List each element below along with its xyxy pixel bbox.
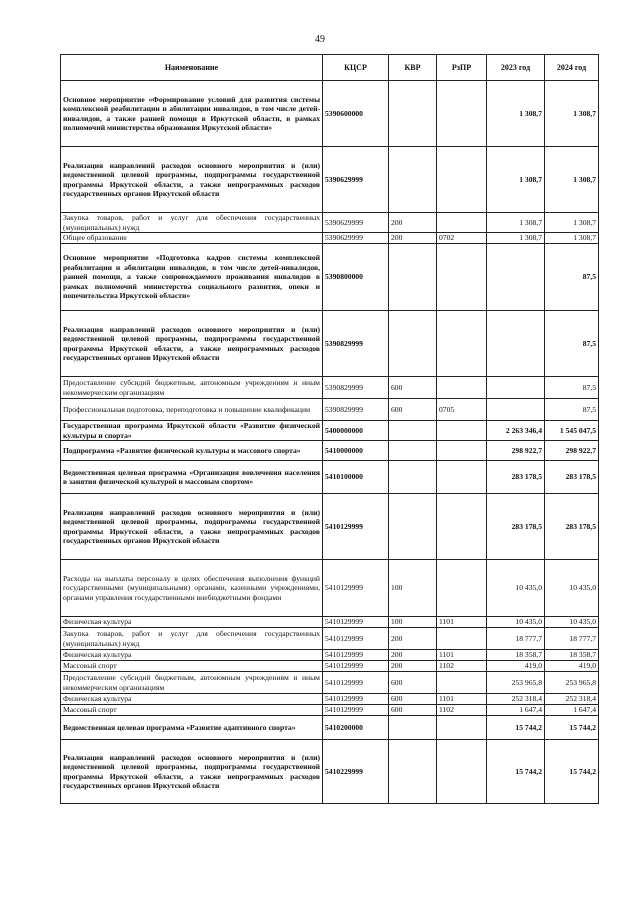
- table-body: [61, 81, 599, 804]
- cell-kvr: 200: [389, 213, 437, 233]
- cell-kvr: 200: [389, 661, 437, 672]
- cell-2024: 10 435,0: [545, 617, 599, 628]
- cell-code: 5410200000: [323, 716, 389, 740]
- cell-rzpr: 1101: [437, 650, 487, 661]
- cell-2023: [487, 399, 545, 421]
- cell-2023: 18 777,7: [487, 628, 545, 650]
- cell-name: Физическая культура: [61, 694, 323, 705]
- cell-2023: 10 435,0: [487, 560, 545, 617]
- cell-2023: 298 922,7: [487, 441, 545, 461]
- cell-2024: 87,5: [545, 244, 599, 311]
- cell-2023: 18 358,7: [487, 650, 545, 661]
- cell-rzpr: [437, 147, 487, 213]
- cell-2024: 1 647,4: [545, 705, 599, 716]
- cell-kvr: 200: [389, 628, 437, 650]
- cell-code: 5410129999: [323, 705, 389, 716]
- cell-2023: 15 744,2: [487, 740, 545, 804]
- table-row: [61, 672, 599, 694]
- cell-name: Физическая культура: [61, 617, 323, 628]
- cell-name: Предоставление субсидий бюджетным, автономным учреждениям и иным некоммерческим организациям: [61, 672, 323, 694]
- cell-2023: 10 435,0: [487, 617, 545, 628]
- cell-name: Общее образование: [61, 233, 323, 244]
- header-row: [61, 55, 599, 81]
- cell-2023: 2 263 346,4: [487, 421, 545, 441]
- header-2024: 2024 год: [545, 55, 599, 81]
- cell-rzpr: 1101: [437, 694, 487, 705]
- cell-name: Массовый спорт: [61, 705, 323, 716]
- table-row: [61, 441, 599, 461]
- cell-2024: 87,5: [545, 311, 599, 377]
- cell-rzpr: [437, 377, 487, 399]
- cell-name: Массовый спорт: [61, 661, 323, 672]
- cell-rzpr: 1102: [437, 661, 487, 672]
- cell-2024: 15 744,2: [545, 740, 599, 804]
- cell-2024: 1 545 047,5: [545, 421, 599, 441]
- cell-2024: 419,0: [545, 661, 599, 672]
- cell-2023: 419,0: [487, 661, 545, 672]
- cell-rzpr: [437, 672, 487, 694]
- table-row: [61, 740, 599, 804]
- cell-rzpr: [437, 213, 487, 233]
- cell-kvr: 100: [389, 560, 437, 617]
- cell-kvr: 200: [389, 233, 437, 244]
- cell-2024: 87,5: [545, 377, 599, 399]
- table-row: [61, 617, 599, 628]
- cell-kvr: [389, 461, 437, 494]
- cell-kvr: [389, 441, 437, 461]
- cell-rzpr: [437, 81, 487, 147]
- cell-name: Ведомственная целевая программа «Организация вовлечения населения в занятия физической культурой и массовым спортом»: [61, 461, 323, 494]
- cell-rzpr: [437, 441, 487, 461]
- cell-rzpr: 0702: [437, 233, 487, 244]
- cell-kvr: 200: [389, 650, 437, 661]
- cell-code: 5410129999: [323, 617, 389, 628]
- cell-kvr: 600: [389, 672, 437, 694]
- cell-kvr: [389, 716, 437, 740]
- cell-kvr: 100: [389, 617, 437, 628]
- cell-code: 5390829999: [323, 399, 389, 421]
- table-row: [61, 560, 599, 617]
- table-row: [61, 716, 599, 740]
- cell-rzpr: 0705: [437, 399, 487, 421]
- table-row: [61, 399, 599, 421]
- cell-2023: 252 318,4: [487, 694, 545, 705]
- table-row: [61, 705, 599, 716]
- cell-code: 5390829999: [323, 311, 389, 377]
- table-row: [61, 650, 599, 661]
- cell-rzpr: [437, 716, 487, 740]
- cell-code: 5390629999: [323, 147, 389, 213]
- budget-table: [60, 54, 599, 804]
- cell-2024: 283 178,5: [545, 494, 599, 560]
- cell-code: 5390629999: [323, 233, 389, 244]
- cell-name: Подпрограмма «Развитие физической культуры и массового спорта»: [61, 441, 323, 461]
- cell-name: Государственная программа Иркутской области «Развитие физической культуры и спорта»: [61, 421, 323, 441]
- cell-code: 5410129999: [323, 560, 389, 617]
- cell-kvr: [389, 421, 437, 441]
- cell-2023: 1 647,4: [487, 705, 545, 716]
- cell-2023: 253 965,8: [487, 672, 545, 694]
- cell-rzpr: [437, 494, 487, 560]
- cell-kvr: [389, 244, 437, 311]
- cell-2024: 18 358,7: [545, 650, 599, 661]
- header-kvr: КВР: [389, 55, 437, 81]
- cell-2023: 1 308,7: [487, 233, 545, 244]
- table-row: [61, 628, 599, 650]
- header-code: КЦСР: [323, 55, 389, 81]
- cell-name: Основное мероприятие «Формирование условий для развития системы комплексной реабилитации и абилитации инвалидов, в том числе детей-инвалидов, а также ранней помощи в Иркутской области, в рамках полномочий министерства образования Иркутской области»: [61, 81, 323, 147]
- cell-2024: 1 308,7: [545, 213, 599, 233]
- cell-2023: 1 308,7: [487, 147, 545, 213]
- cell-2023: 1 308,7: [487, 213, 545, 233]
- cell-name: Закупка товаров, работ и услуг для обеспечения государственных (муниципальных) нужд: [61, 628, 323, 650]
- cell-name: Ведомственная целевая программа «Развитие адаптивного спорта»: [61, 716, 323, 740]
- cell-name: Профессиональная подготовка, переподготовка и повышение квалификации: [61, 399, 323, 421]
- cell-rzpr: [437, 244, 487, 311]
- cell-name: Расходы на выплаты персоналу в целях обеспечения выполнения функций государственными (муниципальными) органами, казенными учреждениями, органами управления государственными внебюджетными фондами: [61, 560, 323, 617]
- cell-2024: 283 178,5: [545, 461, 599, 494]
- header-name: Наименование: [61, 55, 323, 81]
- cell-2023: 283 178,5: [487, 494, 545, 560]
- cell-2023: 283 178,5: [487, 461, 545, 494]
- cell-rzpr: 1102: [437, 705, 487, 716]
- cell-name: Реализация направлений расходов основного мероприятия и (или) ведомственной целевой программы, подпрограммы государственной программы Иркутской области, а также непрограммных расходов государственных органов Иркутской области: [61, 311, 323, 377]
- cell-kvr: [389, 494, 437, 560]
- cell-name: Реализация направлений расходов основного мероприятия и (или) ведомственной целевой программы, подпрограммы государственной программы Иркутской области, а также непрограммных расходов государственных органов Иркутской области: [61, 740, 323, 804]
- table-row: [61, 81, 599, 147]
- cell-name: Реализация направлений расходов основного мероприятия и (или) ведомственной целевой программы, подпрограммы государственной программы Иркутской области, а также непрограммных расходов государственных органов Иркутской области: [61, 494, 323, 560]
- cell-kvr: 600: [389, 377, 437, 399]
- cell-2024: 15 744,2: [545, 716, 599, 740]
- cell-code: 5400000000: [323, 421, 389, 441]
- page-number: 49: [315, 34, 325, 45]
- cell-2024: 1 308,7: [545, 233, 599, 244]
- cell-code: 5410229999: [323, 740, 389, 804]
- cell-kvr: [389, 740, 437, 804]
- table-row: [61, 311, 599, 377]
- header-2023: 2023 год: [487, 55, 545, 81]
- cell-rzpr: [437, 461, 487, 494]
- table-row: [61, 377, 599, 399]
- table-row: [61, 421, 599, 441]
- cell-kvr: [389, 81, 437, 147]
- table-row: [61, 213, 599, 233]
- cell-2023: [487, 244, 545, 311]
- table-row: [61, 244, 599, 311]
- cell-2024: 10 435,0: [545, 560, 599, 617]
- cell-name: Закупка товаров, работ и услуг для обеспечения государственных (муниципальных) нужд: [61, 213, 323, 233]
- cell-code: 5410129999: [323, 672, 389, 694]
- cell-rzpr: [437, 421, 487, 441]
- table-row: [61, 233, 599, 244]
- table-row: [61, 694, 599, 705]
- cell-code: 5410129999: [323, 494, 389, 560]
- cell-kvr: [389, 147, 437, 213]
- cell-code: 5410129999: [323, 628, 389, 650]
- cell-2024: 298 922,7: [545, 441, 599, 461]
- cell-name: Реализация направлений расходов основного мероприятия и (или) ведомственной целевой программы, подпрограммы государственной программы Иркутской области, а также непрограммных расходов государственных органов Иркутской области: [61, 147, 323, 213]
- cell-code: 5390800000: [323, 244, 389, 311]
- cell-kvr: 600: [389, 399, 437, 421]
- cell-2024: 87,5: [545, 399, 599, 421]
- cell-kvr: 600: [389, 705, 437, 716]
- header-rzpr: РзПР: [437, 55, 487, 81]
- cell-code: 5390629999: [323, 213, 389, 233]
- cell-code: 5390600000: [323, 81, 389, 147]
- cell-code: 5410129999: [323, 661, 389, 672]
- cell-rzpr: [437, 311, 487, 377]
- cell-2024: 18 777,7: [545, 628, 599, 650]
- cell-rzpr: [437, 560, 487, 617]
- cell-code: 5410129999: [323, 650, 389, 661]
- cell-2023: 15 744,2: [487, 716, 545, 740]
- cell-2023: 1 308,7: [487, 81, 545, 147]
- table-row: [61, 661, 599, 672]
- cell-code: 5410000000: [323, 441, 389, 461]
- cell-2024: 1 308,7: [545, 81, 599, 147]
- cell-rzpr: [437, 740, 487, 804]
- cell-2024: 1 308,7: [545, 147, 599, 213]
- cell-rzpr: [437, 628, 487, 650]
- table-row: [61, 461, 599, 494]
- cell-name: Физическая культура: [61, 650, 323, 661]
- cell-rzpr: 1101: [437, 617, 487, 628]
- cell-2023: [487, 311, 545, 377]
- table-row: [61, 494, 599, 560]
- cell-code: 5390829999: [323, 377, 389, 399]
- cell-2024: 252 318,4: [545, 694, 599, 705]
- cell-code: 5410100000: [323, 461, 389, 494]
- cell-2023: [487, 377, 545, 399]
- cell-code: 5410129999: [323, 694, 389, 705]
- cell-2024: 253 965,8: [545, 672, 599, 694]
- cell-name: Основное мероприятие «Подготовка кадров системы комплексной реабилитации и абилитации инвалидов, в том числе детей-инвалидов, ранней помощи, а также сопровождаемого проживания инвалидов в рамках полномочий министерства социального развития, опеки и попечительства Иркутской области»: [61, 244, 323, 311]
- table-row: [61, 147, 599, 213]
- cell-kvr: 600: [389, 694, 437, 705]
- cell-kvr: [389, 311, 437, 377]
- cell-name: Предоставление субсидий бюджетным, автономным учреждениям и иным некоммерческим организациям: [61, 377, 323, 399]
